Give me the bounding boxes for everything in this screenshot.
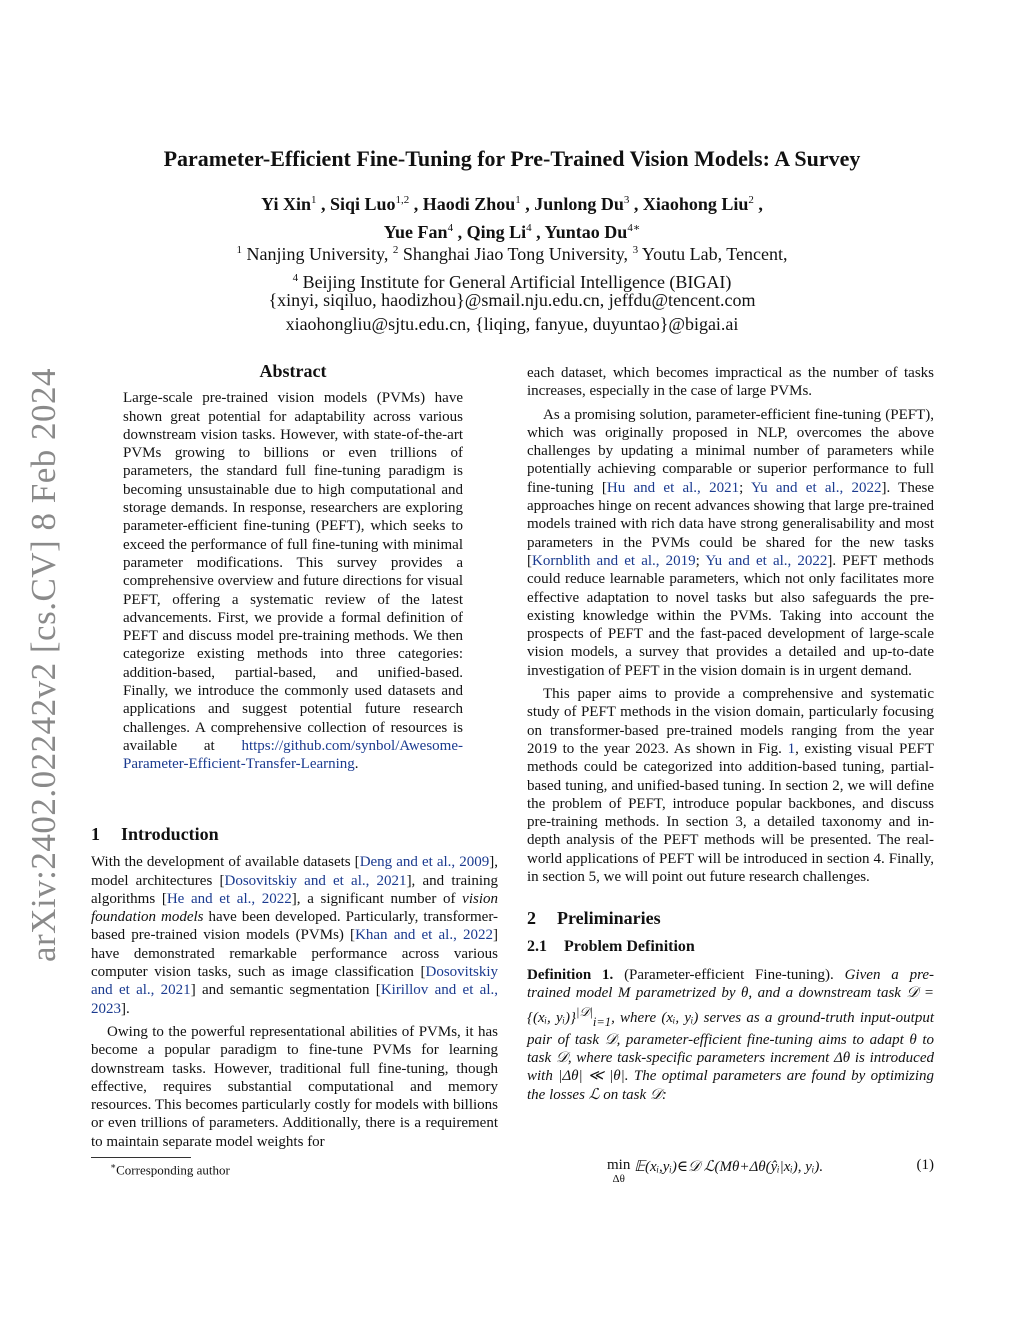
affiliation: Shanghai Jiao Tong University, (402, 244, 629, 264)
email-line: xiaohongliu@sjtu.edu.cn, {liqing, fanyue, duyuntao}@bigai.ai (285, 314, 739, 334)
affiliation: Youtu Lab, Tencent, (641, 244, 788, 264)
email-line: {xinyi, siqiluo, haodizhou}@smail.nju.edu.cn, jeffdu@tencent.com (268, 290, 756, 310)
footnote: ∗Corresponding author (110, 1161, 230, 1178)
footnote-rule (91, 1157, 191, 1158)
equation-formula: min Δθ 𝔼(xᵢ,yᵢ)∈𝒟 ℒ(Mθ+Δθ(ŷᵢ|xᵢ), yᵢ). (607, 1157, 824, 1185)
paper-title: Parameter-Efficient Fine-Tuning for Pre-Trained Vision Models: A Survey (163, 146, 861, 171)
right-column (527, 364, 934, 1109)
section-heading: 1 Introduction (91, 824, 219, 844)
author: Siqi Luo$^{1,2}$ (329, 194, 410, 214)
section-heading: 2 Preliminaries (527, 908, 661, 929)
author: Yi Xin$^1$ (261, 194, 317, 214)
affiliations: $^1$ Nanjing University, $^2$ Shanghai Jiao Tong University, $^3$ Youtu Lab, Tencent, $^4$ Beijing Institute for General Artificial Intelligence (BIGAI) (236, 244, 788, 292)
email-list (0, 288, 1024, 336)
subsection-heading: 2.1 Problem Definition (527, 937, 695, 955)
paragraph: each dataset, which becomes impractical as the number of tasks increases, especially in the case of large PVMs. (527, 365, 934, 400)
citation-link[interactable]: Kirillov and et al., 2023 (91, 982, 498, 1017)
citation-link[interactable]: Khan and et al., 2022 (355, 927, 493, 944)
citation-link[interactable]: Dosovitskiy and et al., 2021 (91, 964, 498, 999)
author: Junlong Du$^3$ (534, 194, 630, 214)
definition: Definition 1. (Parameter-efficient Fine-tuning). Given a pre-trained model M parametrized by θ, and a downstream task 𝒟 = {(xᵢ, yᵢ)}$^{|𝒟|}_{i=1}$, where (xᵢ, yᵢ) serves as a ground-truth input-output pair of task 𝒟, parameter-efficient fine-tuning aims to adapt θ to task 𝒟, where task-specific parameters increment Δθ is introduced with |Δθ| ≪ |θ|. The optimal parameters are found by optimizing the losses ℒ on task 𝒟: (527, 966, 935, 1103)
equation-number: (1) (916, 1157, 934, 1173)
arxiv-stamp: arXiv:2402.02242v2 [cs.CV] 8 Feb 2024 (24, 367, 63, 963)
author: Yuntao $Du^{4∗}$ (544, 222, 641, 242)
affiliation: Nanjing University, (246, 244, 389, 264)
author: Haodi Zhou$^1$ (422, 194, 521, 214)
paragraph: As a promising solution, parameter-efficient fine-tuning (PEFT), which was originally proposed in NLP, overcomes the above challenges by updating a minimal number of parameters while potentially achieving comparable or superior performance to full fine-tuning [Hu and et al., 2021; Yu and et al., 2022]. These approaches hinge on recent advances showing that large pre-trained models trained with rich data have strong generalisability and most parameters in the PVMs could be shared for the new tasks [Kornblith and et al., 2019; Yu and et al., 2022]. PEFT methods could reduce learnable parameters, which not only facilitates more effective adaptation to novel tasks but also safeguards the pre-existing knowledge within the PVMs. Taking into account the prospects of PEFT and the fast-paced development of large-scale vision models, a survey that provides a detailed and up-to-date investigation of PEFT in the vision domain is in urgent demand. (527, 406, 934, 679)
citation-link[interactable]: Deng and et al., 2009 (359, 854, 490, 871)
abstract-text: Large-scale pre-trained vision models (PVMs) have shown great potential for adaptability across various downstream vision tasks. However, with state-of-the-art PVMs growing to billions or even trillions of parameters, the standard full fine-tuning paradigm is becoming unsustainable due to high computational and storage demands. In response, researchers are exploring parameter-efficient fine-tuning (PEFT), which seeks to exceed the performance of full fine-tuning with minimal parameter modifications. This survey provides a comprehensive overview and future directions for visual PEFT, offering a systematic review of the latest advancements. First, we provide a formal definition of PEFT and discuss model pre-training methods. We then categorize existing methods into three categories: addition-based, partial-based, and unified-based. Finally, we introduce the commonly used datasets and applications and suggest potential future research challenges. A comprehensive collection of resources is available at https://github.com/synbol/Awesome-Parameter-Efficient-Transfer-Learning. (123, 390, 463, 773)
abstract-heading: Abstract (259, 361, 327, 381)
citation-link[interactable]: Yu and et al., 2022 (750, 479, 882, 496)
author: Yue Fan$^4$ (383, 222, 454, 242)
paragraph: With the development of available datasets [Deng and et al., 2009], model architectures [Dosovitskiy and et al., 2021], and training algorithms [He and et al., 2022], a significant number of vision foundation models have been developed. Particularly, transformer-based pre-trained vision models (PVMs) [Khan and et al., 2022] have demonstrated remarkable performance across various computer vision tasks, such as image classification [Dosovitskiy and et al., 2021] and semantic segmentation [Kirillov and et al., 2023]. (91, 854, 499, 1017)
equation (527, 1157, 934, 1187)
citation-link[interactable]: Dosovitskiy and et al., 2021 (224, 872, 407, 889)
citation-link[interactable]: Hu and et al., 2021 (606, 479, 740, 496)
author: Xiaohong Liu$^2$ (642, 194, 754, 214)
citation-link[interactable]: Yu and et al., 2022 (705, 552, 828, 569)
github-link[interactable]: https://github.com/synbol/Awesome-Parameter-Efficient-Transfer-Learning (123, 737, 463, 773)
abstract (123, 362, 463, 774)
figure-link[interactable]: 1 (787, 740, 796, 757)
paragraph: Owing to the powerful representational abilities of PVMs, it has become a popular paradigm to fine-tune PVMs for learning downstream tasks. However, traditional full fine-tuning, though effective, requires substantial computational and memory resources. This becomes particularly costly for models with billions or even trillions of parameters. Additionally, there is a requirement to maintain separate model weights for (91, 1023, 498, 1150)
paragraph: This paper aims to provide a comprehensive and systematic study of PEFT methods in the vision domain, particularly focusing on transformer-based pre-trained models ranging from the year 2019 to the year 2023. As shown in Fig. 1, existing visual PEFT methods could be categorized into addition-based tuning, partial-based tuning, and unified-based tuning. In section 2, we will define the problem of PEFT, introduce popular backbones, and discuss pre-training methods. In section 3, a detailed taxonomy and in-depth analysis of the PEFT methods will be presented. The real-world applications of PEFT will be introduced in section 4. Finally, in section 5, we will point out future research challenges. (527, 686, 935, 886)
citation-link[interactable]: He and et al., 2022 (166, 890, 292, 907)
introduction-section (91, 825, 498, 1156)
citation-link[interactable]: Kornblith and et al., 2019 (532, 552, 696, 569)
affiliation: Beijing Institute for General Artificial Intelligence (BIGAI) (302, 272, 732, 292)
author-list: Yi Xin$^1$ , Siqi Luo$^{1,2}$ , Haodi Zhou$^1$ , Junlong Du$^3$ , Xiaohong Liu$^2$ , Yue Fan$^4$ , Qing Li$^4$ , Yuntao $Du^{4∗}$ (261, 194, 763, 242)
author: Qing Li$^4$ (466, 222, 532, 242)
